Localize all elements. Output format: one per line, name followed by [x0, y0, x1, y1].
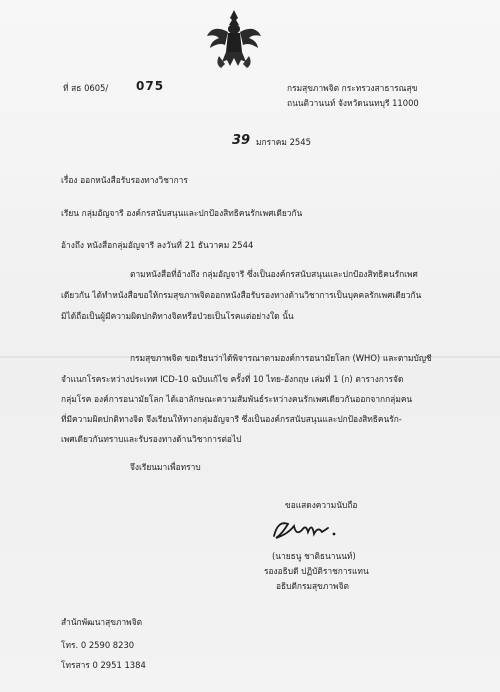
paragraph2-line: กรมสุขภาพจิต ขอเรียนว่าได้พิจารณาตามองค์การอนามัยโลก (WHO) และตามบัญชี	[130, 353, 432, 363]
signatory-name: (นายธนู ชาติธนานนท์)	[272, 551, 356, 561]
garuda-emblem-icon	[205, 8, 263, 70]
paragraph2-line: ที่มีความผิดปกติทางจิต จึงเรียนให้ทางกลุ่มอัญจารี ซึ่งเป็นองค์กรสนับสนุนและปกป้องสิทธิคนรัก-	[61, 414, 402, 424]
complimentary-close: ขอแสดงความนับถือ	[285, 500, 358, 510]
date-month-year: มกราคม 2545	[256, 137, 311, 147]
footer-office: สำนักพัฒนาสุขภาพจิต	[61, 617, 143, 627]
handwritten-signature	[268, 512, 348, 546]
paragraph2-line: จำแนกโรคระหว่างประเทศ ICD-10 ฉบับแก้ไข ครั้งที่ 10 ไทย-อังกฤษ เล่มที่ 1 (ก) ตารางการจัด	[61, 374, 404, 384]
paragraph1-line: เดียวกัน ได้ทำหนังสือขอให้กรมสุขภาพจิตออกหนังสือรับรองทางด้านวิชาการเป็นบุคคลรักเพศเดียวกัน	[61, 290, 422, 300]
reference-line: อ้างถึง หนังสือกลุ่มอัญจารี ลงวันที่ 21 ธันวาคม 2544	[61, 240, 254, 250]
recipient-line: เรียน กลุ่มอัญจารี องค์กรสนับสนุนและปกป้องสิทธิคนรักเพศเดียวกัน	[61, 208, 303, 218]
paragraph2-line: เพศเดียวกันทราบและรับรองทางด้านวิชาการต่อไป	[61, 434, 242, 444]
date-day: 39	[232, 133, 251, 148]
footer-phone: โทร. 0 2590 8230	[61, 640, 135, 650]
signatory-title1: รองอธิบดี ปฏิบัติราชการแทน	[264, 566, 369, 576]
subject-line: เรื่อง ออกหนังสือรับรองทางวิชาการ	[61, 175, 188, 185]
sender-org-line1: กรมสุขภาพจิต กระทรวงสาธารณสุข	[287, 83, 418, 93]
signatory-title2: อธิบดีกรมสุขภาพจิต	[276, 581, 349, 591]
sender-org-line2: ถนนติวานนท์ จังหวัดนนทบุรี 11000	[287, 98, 419, 108]
closing-request: จึงเรียนมาเพื่อทราบ	[130, 462, 201, 472]
paragraph2-line: กลุ่มโรค องค์การอนามัยโลก ได้เอาลักษณะความสัมพันธ์ระหว่างคนรักเพศเดียวกันออกจากกลุ่มคน	[61, 394, 413, 404]
reference-prefix: ที่ สธ 0605/	[63, 83, 109, 93]
paragraph1-line: มิได้ถือเป็นผู้มีความผิดปกติทางจิตหรือป่วยเป็นโรคแต่อย่างใด นั้น	[61, 311, 294, 321]
footer-fax: โทรสาร 0 2951 1384	[61, 660, 146, 670]
paragraph1-line: ตามหนังสือที่อ้างถึง กลุ่มอัญจารี ซึ่งเป็นองค์กรสนับสนุนและปกป้องสิทธิคนรักเพศ	[130, 269, 418, 279]
reference-number: 075	[136, 79, 165, 93]
